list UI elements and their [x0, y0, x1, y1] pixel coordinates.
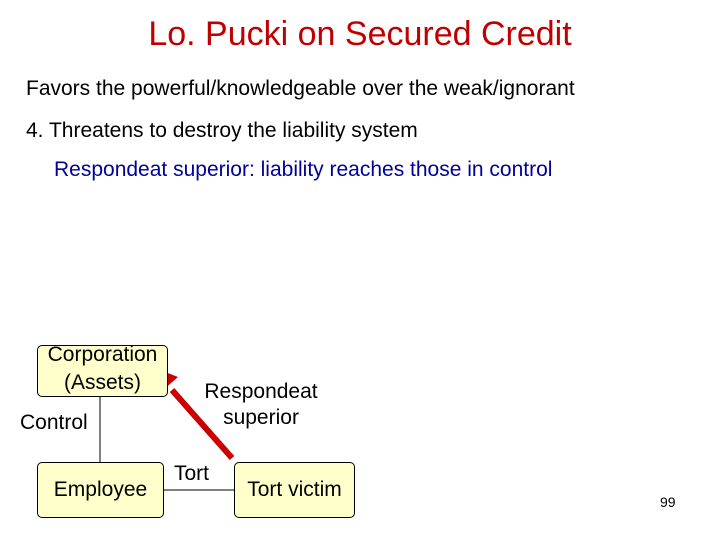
corporation-label: Corporation — [47, 343, 158, 366]
page-number: 99 — [660, 494, 676, 510]
assets-label: (Assets) — [63, 371, 141, 394]
tort-label: Tort — [174, 462, 210, 485]
superior-label: superior — [223, 406, 299, 429]
bullet-threatens-liability: 4. Threatens to destroy the liability system — [26, 119, 418, 142]
control-label: Control — [20, 411, 88, 434]
bullet-favors-powerful: Favors the powerful/knowledgeable over the weak/ignorant — [26, 77, 575, 100]
slide-title: Lo. Pucki on Secured Credit — [148, 15, 572, 53]
tort-victim-label: Tort victim — [247, 478, 342, 501]
employee-label: Employee — [53, 478, 148, 501]
subpoint-respondeat-superior: Respondeat superior: liability reaches those in control — [54, 158, 553, 181]
respondeat-label: Respondeat — [204, 380, 318, 403]
